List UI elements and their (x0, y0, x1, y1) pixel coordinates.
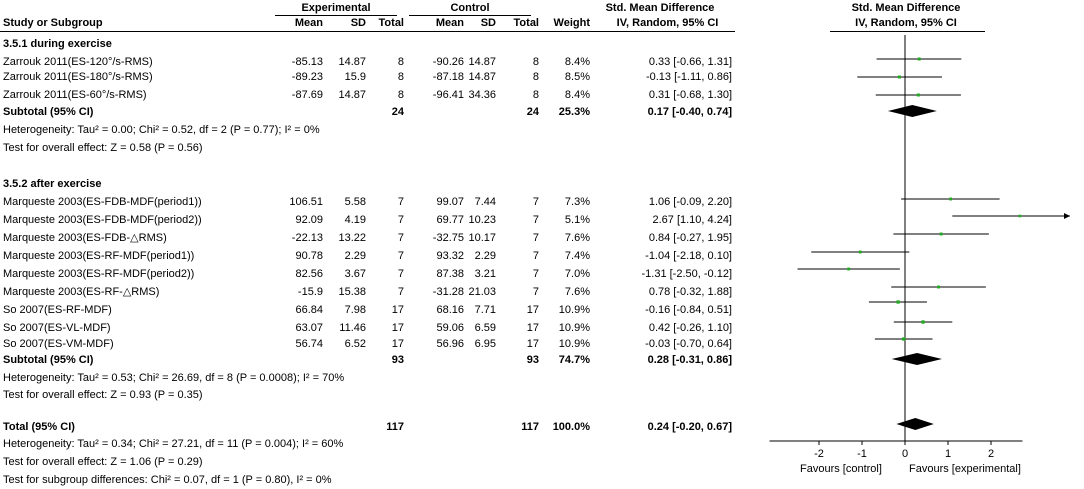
x-tick-label: 0 (901, 448, 909, 460)
subtotal-label: Subtotal (95% CI) (3, 106, 94, 118)
study-name: Zarrouk 2011(ES-60°/s-RMS) (3, 89, 147, 101)
subtotal-total-e: 93 (391, 354, 404, 366)
study-name: Zarrouk 2011(ES-180°/s-RMS) (3, 71, 153, 83)
mean-e: -87.69 (291, 89, 323, 101)
study-name: So 2007(ES-VM-MDF) (3, 338, 114, 350)
weight: 10.9% (558, 338, 590, 350)
study-name: Zarrouk 2011(ES-120°/s-RMS) (3, 56, 153, 68)
sd-c: 6.95 (474, 338, 496, 350)
study-point (859, 251, 862, 254)
heterogeneity-text: Heterogeneity: Tau² = 0.00; Chi² = 0.52, df = 2 (P = 0.77); I² = 0% (3, 124, 320, 136)
study-name: Marqueste 2003(ES-RF-MDF(period1)) (3, 250, 195, 262)
total-e: 8 (397, 71, 404, 83)
x-tick-label: 1 (944, 448, 952, 460)
mean-e: 106.51 (289, 196, 323, 208)
weight: 8.4% (564, 89, 590, 101)
group-title: 3.5.2 after exercise (3, 178, 102, 190)
total-c: 17 (526, 338, 539, 350)
study-name: Marqueste 2003(ES-RF-△RMS) (3, 286, 160, 298)
total-e: 7 (397, 286, 404, 298)
total-ci: 0.24 [-0.20, 0.67] (647, 421, 732, 433)
sd-e: 6.52 (344, 338, 366, 350)
total-c: 8 (532, 89, 539, 101)
mean-c: 56.96 (436, 338, 464, 350)
study-name: Marqueste 2003(ES-FDB-MDF(period2)) (3, 214, 202, 226)
mean-e: -85.13 (291, 56, 323, 68)
total-e: 7 (397, 214, 404, 226)
weight: 7.3% (564, 196, 590, 208)
effect-ci: -1.04 [-2.18, 0.10] (645, 250, 732, 262)
study-name: So 2007(ES-RF-MDF) (3, 304, 112, 316)
subtotal-weight: 74.7% (558, 354, 590, 366)
total-weight: 100.0% (552, 421, 590, 433)
experimental-header: Experimental (301, 2, 371, 14)
favours-experimental-label: Favours [experimental] (909, 463, 1021, 475)
effect-ci: 0.33 [-0.66, 1.31] (648, 56, 732, 68)
group-title: 3.5.1 during exercise (3, 38, 112, 50)
sd-e: 14.87 (338, 56, 366, 68)
total-c: 7 (532, 196, 539, 208)
total-e: 8 (397, 56, 404, 68)
sd-c: 6.59 (474, 322, 496, 334)
sd-c: 10.23 (468, 214, 496, 226)
sd-e-header: SD (350, 17, 366, 29)
sd-c: 2.29 (474, 250, 496, 262)
study-point (937, 286, 940, 289)
effect-ci: 0.42 [-0.26, 1.10] (648, 322, 732, 334)
total-c: 7 (532, 268, 539, 280)
subtotal-label: Subtotal (95% CI) (3, 354, 94, 366)
study-point (898, 75, 901, 78)
study-point (847, 268, 850, 271)
total-label: Total (95% CI) (3, 421, 75, 433)
weight: 10.9% (558, 304, 590, 316)
mean-c: 93.32 (436, 250, 464, 262)
overall-effect-text: Test for overall effect: Z = 0.58 (P = 0.56) (3, 142, 203, 154)
smd-header: Std. Mean Difference (605, 2, 715, 14)
sd-e: 4.19 (344, 214, 366, 226)
mean-e: -89.23 (291, 71, 323, 83)
effect-ci: -0.13 [-1.11, 0.86] (645, 71, 732, 83)
total-e-header: Total (378, 17, 404, 29)
total-c: 7 (532, 286, 539, 298)
method-plot-header: IV, Random, 95% CI (855, 17, 957, 29)
total-c: 17 (526, 322, 539, 334)
sd-c: 10.17 (468, 232, 496, 244)
weight: 8.4% (564, 56, 590, 68)
control-header: Control (450, 2, 490, 14)
effect-ci: 1.06 [-0.09, 2.20] (648, 196, 732, 208)
study-point (921, 320, 924, 323)
mean-c: 87.38 (436, 268, 464, 280)
study-header: Study or Subgroup (3, 17, 103, 29)
mean-e: -15.9 (297, 286, 323, 298)
total-total-e: 117 (386, 421, 404, 433)
sd-e: 2.29 (344, 250, 366, 262)
sd-c: 14.87 (468, 71, 496, 83)
favours-control-label: Favours [control] (800, 463, 882, 475)
study-point (940, 233, 943, 236)
heterogeneity-text: Heterogeneity: Tau² = 0.53; Chi² = 26.69, df = 8 (P = 0.0008); I² = 70% (3, 372, 345, 384)
weight: 7.4% (564, 250, 590, 262)
summary-diamond (896, 418, 933, 430)
weight: 7.6% (564, 232, 590, 244)
total-e: 17 (391, 304, 404, 316)
total-total-c: 117 (521, 421, 539, 433)
summary-diamond (888, 105, 937, 117)
sd-e: 13.22 (338, 232, 366, 244)
weight: 10.9% (558, 322, 590, 334)
method-header: IV, Random, 95% CI (616, 17, 719, 29)
mean-e: 66.84 (295, 304, 323, 316)
x-tick-label: 2 (987, 448, 995, 460)
subtotal-total-e: 24 (391, 106, 404, 118)
mean-c: -96.41 (432, 89, 464, 101)
study-point (896, 300, 899, 303)
mean-e-header: Mean (294, 17, 323, 29)
total-c: 7 (532, 232, 539, 244)
mean-e: 56.74 (295, 338, 323, 350)
sd-c: 34.36 (468, 89, 496, 101)
sd-c: 3.21 (474, 268, 496, 280)
total-c: 17 (526, 304, 539, 316)
overall-effect-text: Test for overall effect: Z = 0.93 (P = 0.35) (3, 389, 203, 401)
sd-e: 7.98 (344, 304, 366, 316)
subtotal-total-c: 24 (526, 106, 539, 118)
sd-e: 14.87 (338, 89, 366, 101)
total-e: 7 (397, 232, 404, 244)
smd-plot-header: Std. Mean Difference (851, 2, 961, 14)
total-c: 7 (532, 250, 539, 262)
mean-c: -87.18 (432, 71, 464, 83)
effect-ci: -0.16 [-0.84, 0.51] (645, 304, 732, 316)
mean-c: 99.07 (436, 196, 464, 208)
study-name: So 2007(ES-VL-MDF) (3, 322, 111, 334)
mean-e: 63.07 (295, 322, 323, 334)
total-c-header: Total (513, 17, 539, 29)
effect-ci: 0.84 [-0.27, 1.95] (648, 232, 732, 244)
mean-c: -32.75 (432, 232, 464, 244)
study-name: Marqueste 2003(ES-FDB-MDF(period1)) (3, 196, 202, 208)
total-e: 7 (397, 268, 404, 280)
weight: 7.6% (564, 286, 590, 298)
mean-c: -31.28 (432, 286, 464, 298)
mean-e: 90.78 (295, 250, 323, 262)
study-point (949, 198, 952, 201)
study-point (918, 57, 921, 60)
subgroup-differences-text: Test for subgroup differences: Chi² = 0.07, df = 1 (P = 0.80), I² = 0% (3, 474, 332, 486)
sd-e: 15.38 (338, 286, 366, 298)
effect-ci: 0.31 [-0.68, 1.30] (648, 89, 732, 101)
subtotal-ci: 0.17 [-0.40, 0.74] (647, 106, 732, 118)
weight: 7.0% (564, 268, 590, 280)
effect-ci: 0.78 [-0.32, 1.88] (648, 286, 732, 298)
subtotal-weight: 25.3% (558, 106, 590, 118)
total-e: 8 (397, 89, 404, 101)
effect-ci: -1.31 [-2.50, -0.12] (641, 268, 732, 280)
mean-c-header: Mean (435, 17, 464, 29)
total-heterogeneity-text: Heterogeneity: Tau² = 0.34; Chi² = 27.21, df = 11 (P = 0.004); I² = 60% (3, 438, 344, 450)
mean-c: 69.77 (436, 214, 464, 226)
x-tick-label: -2 (814, 448, 824, 460)
weight: 5.1% (564, 214, 590, 226)
sd-e: 15.9 (344, 71, 366, 83)
subtotal-total-c: 93 (526, 354, 539, 366)
study-point (1019, 215, 1022, 218)
x-tick-label: -1 (857, 448, 867, 460)
sd-c: 14.87 (468, 56, 496, 68)
weight: 8.5% (564, 71, 590, 83)
total-e: 7 (397, 250, 404, 262)
mean-c: 59.06 (436, 322, 464, 334)
total-c: 7 (532, 214, 539, 226)
sd-c-header: SD (480, 17, 496, 29)
weight-header: Weight (553, 17, 590, 29)
total-overall-effect-text: Test for overall effect: Z = 1.06 (P = 0.29) (3, 456, 203, 468)
subtotal-ci: 0.28 [-0.31, 0.86] (647, 354, 732, 366)
mean-c: -90.26 (432, 56, 464, 68)
sd-e: 11.46 (339, 322, 366, 334)
study-name: Marqueste 2003(ES-RF-MDF(period2)) (3, 268, 195, 280)
effect-ci: -0.03 [-0.70, 0.64] (645, 338, 732, 350)
ci-arrow (1064, 213, 1070, 219)
effect-ci: 2.67 [1.10, 4.24] (652, 214, 732, 226)
mean-c: 68.16 (436, 304, 464, 316)
total-c: 8 (532, 71, 539, 83)
mean-e: 82.56 (295, 268, 323, 280)
mean-e: -22.13 (291, 232, 323, 244)
total-c: 8 (532, 56, 539, 68)
study-name: Marqueste 2003(ES-FDB-△RMS) (3, 232, 167, 244)
total-e: 17 (391, 338, 404, 350)
sd-e: 3.67 (344, 268, 366, 280)
sd-e: 5.58 (344, 196, 366, 208)
summary-diamond (892, 353, 942, 365)
sd-c: 7.44 (474, 196, 496, 208)
sd-c: 7.71 (474, 304, 496, 316)
study-point (902, 337, 905, 340)
study-point (917, 93, 920, 96)
total-e: 17 (391, 322, 404, 334)
mean-e: 92.09 (295, 214, 323, 226)
total-e: 7 (397, 196, 404, 208)
sd-c: 21.03 (468, 286, 496, 298)
